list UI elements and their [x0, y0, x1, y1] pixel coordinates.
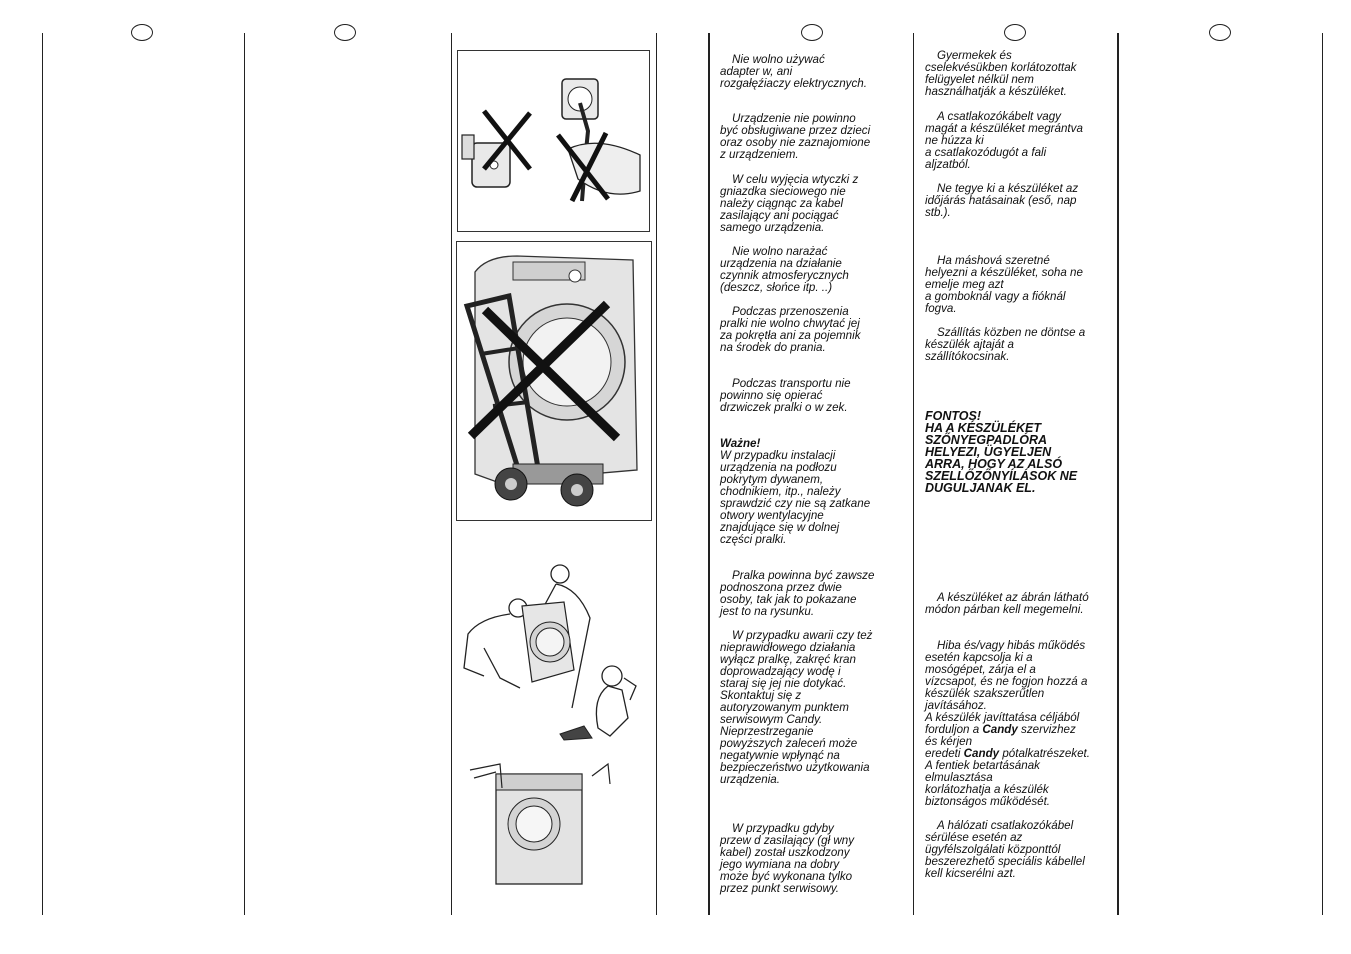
hungarian-unplug-warning: A csatlakozókábelt vagy magát a készüléket megrántva ne húzza ki a csatlakozódugót a fali aljzatból. [925, 110, 1083, 171]
polish-malfunction-note: W przypadku awarii czy też nieprawidłowego działania wyłącz pralkę, zakręć kran doprowadzający wodę i staraj się jej nie dotykać. Skontaktuj się z autoryzowanym punktem serwisowym Candy. Nieprzestrzeganie powyższych zaleceń może negatywnie wpłynąć na bezpieczeństwo użytkowania urządzenia. [720, 629, 873, 786]
hungarian-transport-warning: Szállítás közben ne döntse a készülék ajtaját a szállítókocsinak. [925, 326, 1086, 363]
polish-children-warning: Urządzenie nie powinno być obsługiwane przez dzieci oraz osoby nie zaznajomione z urządzeniem. [720, 112, 871, 161]
brand-name: Candy [982, 723, 1018, 736]
column-divider [451, 33, 452, 915]
polish-transport-warning: Podczas transportu nie powinno się opierać drzwiczek pralki o w zek. [720, 377, 851, 414]
column-divider [1117, 33, 1119, 915]
polish-cable-note: W przypadku gdyby przew d zasilający (gł wny kabel) został uszkodzony jego wymiana na dobry może być wykonana tylko przez punkt serwisowy. [720, 822, 855, 895]
language-marker-circle [1004, 24, 1026, 41]
polish-carpet-note: W przypadku instalacji urządzenia na podłozu pokrytym dywanem, chodnikiem, itp., należy sprawdzić czy nie są zatkane otwory wentylacyjne znajdujące się w dolnej części pralki. [720, 449, 871, 546]
language-marker-circle [131, 24, 153, 41]
hungarian-lifting-note: A készüléket az ábrán látható módon párban kell megemelni. [925, 591, 1089, 616]
hungarian-malfunction-text-b: szervizhez és kérjen eredeti [925, 723, 1076, 760]
language-marker-circle [801, 24, 823, 41]
hungarian-important-note: FONTOS! HA A KÉSZÜLÉKET SZŐNYEGPADLÓRA HELYEZI, ÜGYELJEN ARRA, HOGY AZ ALSÓ SZELLŐZŐNYÍLÁSOK NE DUGULJANAK EL. [925, 409, 1078, 495]
column-divider [42, 33, 43, 915]
hungarian-children-warning: Gyermekek és cselekvésükben korlátozottak felügyelet nélkül nem használhatják a készüléket. [925, 49, 1077, 98]
polish-moving-warning: Podczas przenoszenia pralki nie wolno chwytać jej za pokrętła ani za pojemnik na środek do prania. [720, 305, 861, 354]
hungarian-moving-warning: Ha máshová szeretné helyezni a készüléket, soha ne emelje meg azt a gomboknál vagy a fióknál fogva. [925, 254, 1083, 315]
polish-important-title: Ważne! [720, 437, 761, 450]
column-divider [913, 33, 914, 915]
hungarian-malfunction-text-c: pótalkatrészeket. A fentiek betartásának elmulasztása korlátozhatja a készülék biztonságos működését. [925, 747, 1090, 808]
hungarian-malfunction-note [925, 640, 1090, 808]
hungarian-malfunction-text-a: Hiba és/vagy hibás működés esetén kapcsolja ki a mosógépet, zárja el a vízcsapot, és ne fogjon hozzá a készülék szakszerűtlen javításához. A készülék javíttatása céljából forduljon a [925, 639, 1088, 736]
lifting-and-service-illustration [460, 558, 652, 888]
language-marker-circle [1209, 24, 1231, 41]
column-divider [1322, 33, 1323, 915]
polish-weather-warning: Nie wolno narażać urządzenia na działanie czynnik atmosferycznych (deszcz, słońce itp. ..) [720, 245, 849, 294]
hungarian-cable-note: A hálózati csatlakozókábel sérülése esetén az ügyfélszolgálati központtól beszerezhető speciális kábellel kell kicserélni azt. [925, 819, 1085, 880]
column-divider [244, 33, 245, 915]
polish-lifting-note: Pralka powinna być zawsze podnoszona przez dwie osoby, tak jak to pokazane jest to na rysunku. [720, 569, 875, 618]
column-divider [656, 33, 657, 915]
hungarian-weather-warning: Ne tegye ki a készüléket az időjárás hatásainak (eső, nap stb.). [925, 182, 1079, 219]
no-adapter-illustration [457, 50, 650, 232]
column-divider [708, 33, 710, 915]
polish-adapter-warning: Nie wolno używać adapter w, ani rozgałęźiaczy elektrycznych. [720, 53, 867, 90]
brand-name: Candy [963, 747, 1000, 760]
polish-unplug-warning: W celu wyjęcia wtyczki z gniazdka sieciowego nie należy ciągnąc za kabel zasilający ani pociągać samego urządzenia. [720, 173, 859, 234]
trolley-transport-illustration [456, 241, 652, 521]
language-marker-circle [334, 24, 356, 41]
